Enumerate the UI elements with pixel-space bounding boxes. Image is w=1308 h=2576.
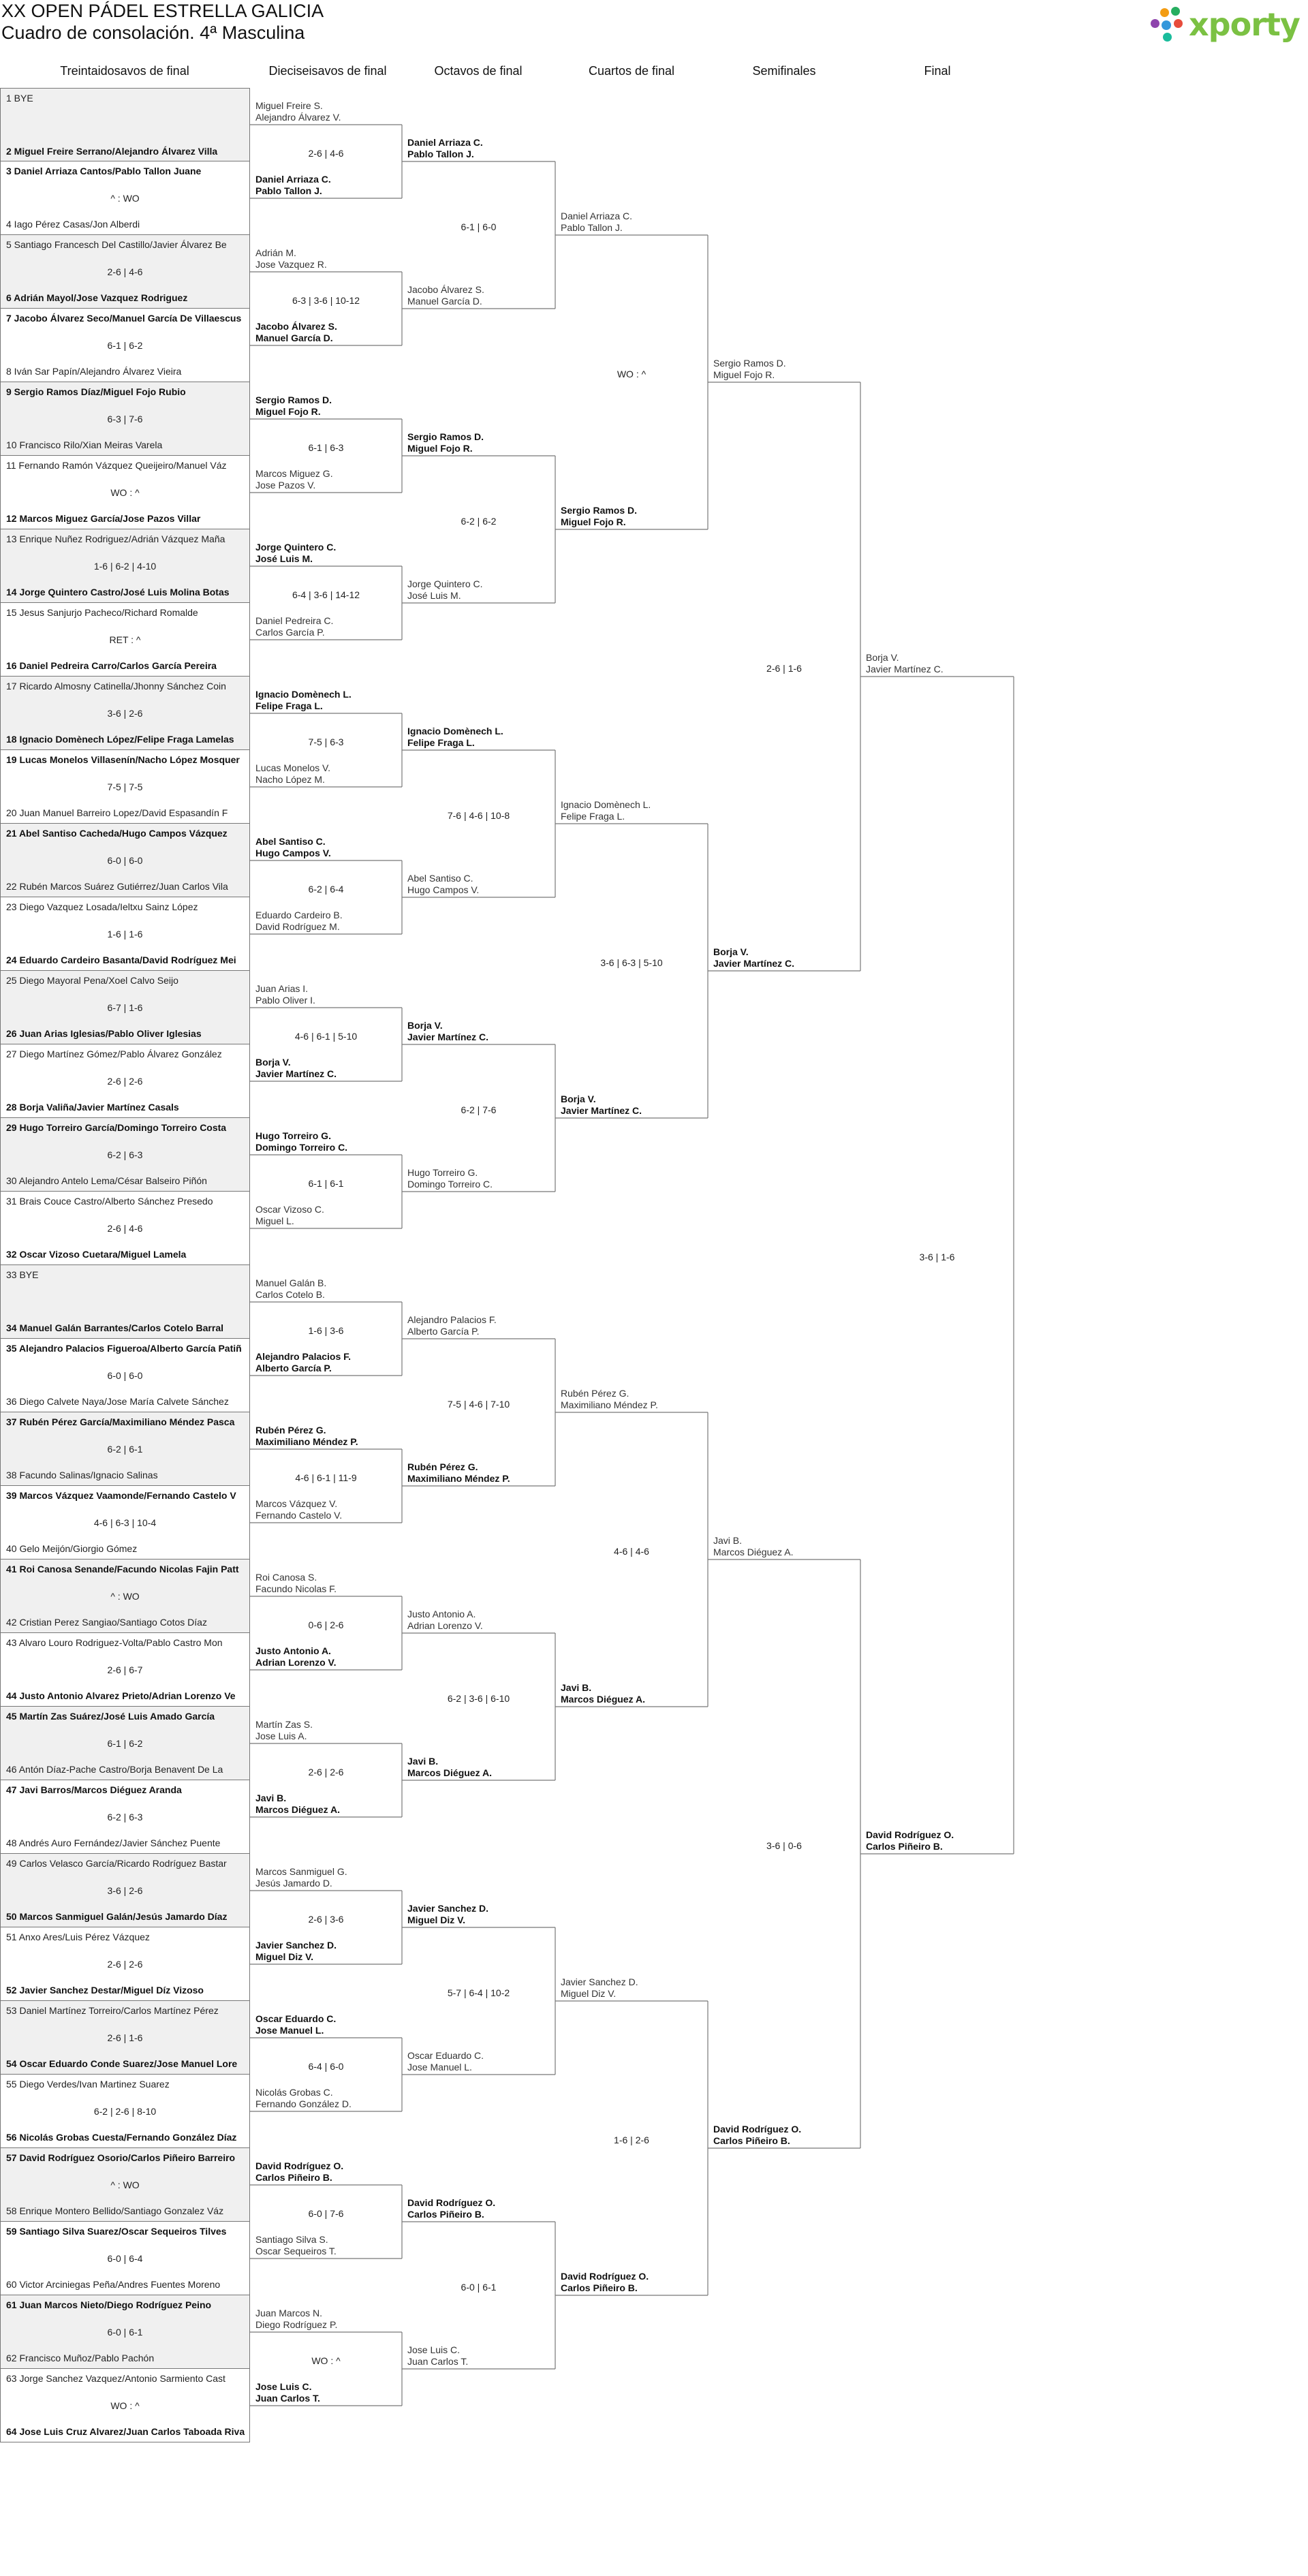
team-bottom: Javi B. Marcos Diéguez A.	[561, 1682, 645, 1705]
team-bottom: 14 Jorge Quintero Castro/José Luis Molina Botas	[6, 587, 230, 598]
match-score: 6-0 | 6-4	[107, 2253, 143, 2264]
team-bottom: 20 Juan Manuel Barreiro Lopez/David Espasandín F	[6, 807, 228, 818]
match-score: 1-6 | 1-6	[107, 929, 143, 940]
team-bottom: David Rodríguez O. Carlos Piñeiro B.	[713, 2124, 802, 2146]
match-score: 4-6 | 6-1 | 5-10	[294, 1031, 358, 1042]
match-score: WO : ^	[311, 2355, 341, 2366]
team-top: Sergio Ramos D. Miguel Fojo R.	[407, 431, 484, 454]
match-score: 6-0 | 7-6	[308, 2208, 344, 2219]
team-top: 47 Javi Barros/Marcos Diéguez Aranda	[6, 1784, 182, 1795]
team-top: Sergio Ramos D. Miguel Fojo R.	[255, 394, 332, 417]
team-top: Marcos Sanmiguel G. Jesús Jamardo D.	[255, 1866, 347, 1889]
team-top: 57 David Rodríguez Osorio/Carlos Piñeiro Barreiro	[6, 2152, 236, 2163]
team-bottom: Daniel Arriaza C. Pablo Tallon J.	[255, 174, 331, 196]
team-bottom: Jose Luis C. Juan Carlos T.	[407, 2344, 469, 2367]
team-top: Hugo Torreiro G. Domingo Torreiro C.	[255, 1130, 348, 1153]
team-bottom: David Rodríguez O. Carlos Piñeiro B.	[561, 2271, 649, 2293]
team-top: 37 Rubén Pérez García/Maximiliano Méndez Pasca	[6, 1416, 235, 1427]
team-top: 15 Jesus Sanjurjo Pacheco/Richard Romalde	[6, 607, 198, 618]
match-score: 2-6 | 3-6	[308, 1914, 344, 1925]
match-score: 2-6 | 1-6	[107, 2032, 143, 2043]
team-bottom: 62 Francisco Muñoz/Pablo Pachón	[6, 2353, 155, 2363]
team-bottom: Alejandro Palacios F. Alberto García P.	[255, 1351, 352, 1374]
team-top: 19 Lucas Monelos Villasenín/Nacho López Mosquer	[6, 754, 240, 765]
team-top: Jorge Quintero C. José Luis M.	[255, 542, 337, 564]
match-score: 4-6 | 6-1 | 11-9	[295, 1472, 357, 1483]
team-top: Javier Sanchez D. Miguel Diz V.	[561, 1976, 638, 1999]
team-bottom: 48 Andrés Auro Fernández/Javier Sánchez Puente	[6, 1837, 221, 1848]
team-bottom: 32 Oscar Vizoso Cuetara/Miguel Lamela	[6, 1249, 187, 1260]
team-top: 3 Daniel Arriaza Cantos/Pablo Tallon Juane	[6, 166, 202, 176]
team-top: 61 Juan Marcos Nieto/Diego Rodríguez Peino	[6, 2299, 212, 2310]
team-bottom: 26 Juan Arias Iglesias/Pablo Oliver Iglesias	[6, 1028, 202, 1039]
match-score: WO : ^	[617, 369, 647, 379]
match-score: 6-0 | 6-1	[461, 2282, 497, 2293]
match-score: 6-2 | 6-1	[107, 1444, 143, 1455]
team-top: David Rodríguez O. Carlos Piñeiro B.	[255, 2160, 344, 2183]
team-bottom: Borja V. Javier Martínez C.	[255, 1057, 337, 1079]
team-bottom: Javi B. Marcos Diéguez A.	[255, 1793, 340, 1815]
team-top: Oscar Eduardo C. Jose Manuel L.	[255, 2013, 337, 2036]
match-score: 6-2 | 6-2	[461, 516, 497, 527]
team-top: 27 Diego Martínez Gómez/Pablo Álvarez González	[6, 1049, 222, 1059]
match-score: 0-6 | 2-6	[308, 1619, 344, 1630]
match-score: 6-2 | 7-6	[461, 1104, 497, 1115]
team-bottom: Jacobo Álvarez S. Manuel García D.	[407, 284, 484, 307]
team-bottom: 12 Marcos Miguez García/Jose Pazos Villar	[6, 513, 201, 524]
match-score: 7-5 | 7-5	[107, 781, 143, 792]
team-bottom: Rubén Pérez G. Maximiliano Méndez P.	[407, 1461, 510, 1484]
team-bottom: 46 Antón Díaz-Pache Castro/Borja Benavent De La	[6, 1764, 223, 1775]
match-score: 6-2 | 6-3	[107, 1812, 143, 1822]
match-score: 6-4 | 6-0	[308, 2061, 344, 2072]
match-score: 2-6 | 2-6	[107, 1959, 143, 1970]
team-bottom: 24 Eduardo Cardeiro Basanta/David Rodríguez Mei	[6, 955, 236, 965]
match-score: 6-3 | 3-6 | 10-12	[292, 295, 360, 306]
team-bottom: Santiago Silva S. Oscar Sequeiros T.	[255, 2234, 337, 2256]
team-bottom: 8 Iván Sar Papín/Alejandro Álvarez Vieira	[6, 366, 182, 377]
match-score: 6-1 | 6-3	[308, 442, 344, 453]
match-score: 6-1 | 6-0	[461, 221, 497, 232]
team-top: Manuel Galán B. Carlos Cotelo B.	[255, 1277, 327, 1300]
page-title: XX OPEN PÁDEL ESTRELLA GALICIA	[1, 1, 324, 21]
team-top: Ignacio Domènech L. Felipe Fraga L.	[561, 799, 651, 822]
team-bottom: 64 Jose Luis Cruz Alvarez/Juan Carlos Taboada Riva	[6, 2426, 245, 2437]
match-score: 1-6 | 2-6	[614, 2135, 649, 2145]
round-header-qf: Cuartos de final	[588, 64, 675, 78]
team-bottom: 6 Adrián Mayol/Jose Vazquez Rodriguez	[6, 292, 188, 303]
match-score: ^ : WO	[110, 2179, 140, 2190]
team-top: Miguel Freire S. Alejandro Álvarez V.	[255, 100, 341, 123]
match-score: 6-2 | 2-6 | 8-10	[93, 2106, 157, 2117]
match-score: WO : ^	[110, 2400, 140, 2411]
match-score: 2-6 | 6-7	[107, 1664, 143, 1675]
match-score: 6-0 | 6-0	[107, 1370, 143, 1381]
team-top: Ignacio Domènech L. Felipe Fraga L.	[407, 726, 503, 748]
team-bottom: 52 Javier Sanchez Destar/Miguel Díz Vizoso	[6, 1985, 204, 1996]
team-top: 43 Alvaro Louro Rodriguez-Volta/Pablo Castro Mon	[6, 1637, 223, 1648]
team-bottom: Hugo Torreiro G. Domingo Torreiro C.	[407, 1167, 493, 1190]
round-header-r32: Treintaidosavos de final	[60, 64, 189, 78]
match-score: 5-7 | 6-4 | 10-2	[447, 1987, 510, 1998]
team-bottom: Javier Sanchez D. Miguel Diz V.	[255, 1940, 337, 1962]
team-bottom: David Rodríguez O. Carlos Piñeiro B.	[866, 1829, 954, 1852]
team-top: 13 Enrique Nuñez Rodriguez/Adrián Vázquez Maña	[6, 533, 225, 544]
team-bottom: 38 Facundo Salinas/Ignacio Salinas	[6, 1470, 158, 1480]
team-top: 49 Carlos Velasco García/Ricardo Rodríguez Bastar	[6, 1858, 227, 1869]
team-top: 1 BYE	[6, 93, 33, 104]
team-bottom: Jose Luis C. Juan Carlos T.	[255, 2381, 320, 2404]
match-score: 4-6 | 4-6	[614, 1546, 649, 1557]
team-bottom: 36 Diego Calvete Naya/Jose María Calvete Sánchez	[6, 1396, 229, 1407]
match-score: 3-6 | 1-6	[919, 1252, 955, 1262]
match-score: 2-6 | 4-6	[107, 1223, 143, 1234]
match-score: ^ : WO	[110, 193, 140, 204]
team-bottom: 42 Cristian Perez Sangiao/Santiago Cotos Díaz	[6, 1617, 207, 1628]
team-top: 39 Marcos Vázquez Vaamonde/Fernando Castelo V	[6, 1490, 236, 1501]
team-bottom: 4 Iago Pérez Casas/Jon Alberdi	[6, 219, 140, 230]
team-top: Daniel Arriaza C. Pablo Tallon J.	[561, 211, 633, 233]
team-bottom: 34 Manuel Galán Barrantes/Carlos Cotelo Barral	[6, 1322, 223, 1333]
match-score: 6-2 | 3-6 | 6-10	[447, 1693, 510, 1704]
team-top: Martín Zas S. Jose Luis A.	[255, 1719, 313, 1741]
match-score: 6-4 | 3-6 | 14-12	[292, 589, 360, 600]
team-bottom: Marcos Miguez G. Jose Pazos V.	[255, 468, 333, 491]
match-score: 6-3 | 7-6	[107, 414, 143, 424]
team-top: Roi Canosa S. Facundo Nicolas F.	[255, 1572, 337, 1594]
match-score: 6-1 | 6-2	[107, 1738, 143, 1749]
team-bottom: 2 Miguel Freire Serrano/Alejandro Álvarez Villa	[6, 146, 218, 157]
team-top: Sergio Ramos D. Miguel Fojo R.	[713, 358, 786, 380]
match-score: 2-6 | 4-6	[107, 266, 143, 277]
match-score: 6-2 | 6-3	[107, 1149, 143, 1160]
team-top: Adrián M. Jose Vazquez R.	[255, 247, 327, 270]
team-bottom: 54 Oscar Eduardo Conde Suarez/Jose Manuel Lore	[6, 2058, 238, 2069]
team-top: Javi B. Marcos Diéguez A.	[713, 1535, 794, 1557]
team-bottom: Abel Santiso C. Hugo Campos V.	[407, 873, 480, 895]
team-bottom: Nicolás Grobas C. Fernando González D.	[255, 2087, 352, 2109]
team-bottom: Lucas Monelos V. Nacho López M.	[255, 762, 330, 785]
team-top: 23 Diego Vazquez Losada/Ieltxu Sainz López	[6, 901, 198, 912]
team-top: 7 Jacobo Álvarez Seco/Manuel García De Villaescus	[6, 313, 242, 324]
team-top: Borja V. Javier Martínez C.	[407, 1020, 489, 1042]
team-top: 45 Martín Zas Suárez/José Luis Amado García	[6, 1711, 215, 1722]
team-top: 59 Santiago Silva Suarez/Oscar Sequeiros Tilves	[6, 2226, 227, 2237]
team-bottom: Borja V. Javier Martínez C.	[561, 1093, 642, 1116]
team-top: Borja V. Javier Martínez C.	[866, 652, 944, 674]
logo-text: xporty	[1189, 6, 1300, 43]
team-bottom: 28 Borja Valiña/Javier Martínez Casals	[6, 1102, 179, 1113]
match-score: 7-6 | 4-6 | 10-8	[447, 810, 510, 821]
team-bottom: 10 Francisco Rilo/Xian Meiras Varela	[6, 439, 163, 450]
team-bottom: Eduardo Cardeiro B. David Rodríguez M.	[255, 910, 343, 932]
round-header-final: Final	[924, 64, 951, 78]
team-bottom: Jorge Quintero C. José Luis M.	[407, 578, 483, 601]
team-bottom: 40 Gelo Meijón/Giorgio Gómez	[6, 1543, 138, 1554]
team-top: Abel Santiso C. Hugo Campos V.	[255, 836, 331, 858]
match-score: 6-0 | 6-0	[107, 855, 143, 866]
team-top: Alejandro Palacios F. Alberto García P.	[407, 1314, 497, 1337]
match-score: 7-5 | 4-6 | 7-10	[447, 1399, 510, 1410]
team-bottom: 16 Daniel Pedreira Carro/Carlos García Pereira	[6, 660, 217, 671]
match-score: 6-7 | 1-6	[107, 1002, 143, 1013]
match-score: 6-1 | 6-1	[308, 1178, 344, 1189]
match-score: 2-6 | 1-6	[766, 663, 802, 674]
team-top: 5 Santiago Francesch Del Castillo/Javier Álvarez Be	[6, 239, 227, 250]
match-score: ^ : WO	[110, 1591, 140, 1602]
team-bottom: 22 Rubén Marcos Suárez Gutiérrez/Juan Carlos Vila	[6, 881, 228, 892]
team-top: 63 Jorge Sanchez Vazquez/Antonio Sarmiento Cast	[6, 2373, 225, 2384]
match-score: 3-6 | 2-6	[107, 1885, 143, 1896]
team-top: Justo Antonio A. Adrian Lorenzo V.	[407, 1609, 483, 1631]
match-score: 2-6 | 2-6	[308, 1767, 344, 1778]
match-score: 1-6 | 3-6	[308, 1325, 344, 1336]
match-score: 6-1 | 6-2	[107, 340, 143, 351]
team-bottom: Jacobo Álvarez S. Manuel García D.	[255, 321, 337, 343]
team-top: 11 Fernando Ramón Vázquez Queijeiro/Manuel Váz	[6, 460, 227, 471]
team-top: 55 Diego Verdes/Ivan Martinez Suarez	[6, 2079, 170, 2090]
team-top: Rubén Pérez G. Maximiliano Méndez P.	[255, 1425, 358, 1447]
match-score: 1-6 | 6-2 | 4-10	[93, 561, 157, 572]
team-bottom: 60 Victor Arciniegas Peña/Andres Fuentes Moreno	[6, 2279, 221, 2290]
match-score: 7-5 | 6-3	[308, 736, 344, 747]
page-subtitle: Cuadro de consolación. 4ª Masculina	[1, 22, 305, 43]
team-bottom: Borja V. Javier Martínez C.	[713, 946, 795, 969]
team-bottom: 50 Marcos Sanmiguel Galán/Jesús Jamardo Díaz	[6, 1911, 228, 1922]
team-bottom: Daniel Pedreira C. Carlos García P.	[255, 615, 334, 638]
match-score: 6-0 | 6-1	[107, 2327, 143, 2338]
match-score: 3-6 | 6-3 | 5-10	[600, 957, 663, 968]
team-bottom: 58 Enrique Montero Bellido/Santiago Gonzalez Váz	[6, 2205, 224, 2216]
team-top: 29 Hugo Torreiro García/Domingo Torreiro Costa	[6, 1122, 227, 1133]
team-bottom: Oscar Eduardo C. Jose Manuel L.	[407, 2050, 484, 2073]
team-top: Ignacio Domènech L. Felipe Fraga L.	[255, 689, 352, 711]
team-bottom: 44 Justo Antonio Alvarez Prieto/Adrian Lorenzo Ve	[6, 1690, 236, 1701]
team-top: 51 Anxo Ares/Luis Pérez Vázquez	[6, 1931, 150, 1942]
match-score: RET : ^	[109, 634, 141, 645]
team-top: 53 Daniel Martínez Torreiro/Carlos Martínez Pérez	[6, 2005, 219, 2016]
match-score: WO : ^	[110, 487, 140, 498]
team-top: Javier Sanchez D. Miguel Diz V.	[407, 1903, 489, 1925]
team-bottom: 30 Alejandro Antelo Lema/César Balseiro Piñón	[6, 1175, 207, 1186]
match-score: 4-6 | 6-3 | 10-4	[93, 1517, 157, 1528]
team-bottom: Sergio Ramos D. Miguel Fojo R.	[561, 505, 638, 527]
team-top: Juan Arias I. Pablo Oliver I.	[255, 983, 315, 1006]
match-score: 3-6 | 0-6	[766, 1840, 802, 1851]
round-header-r16: Dieciseisavos de final	[268, 64, 387, 78]
team-top: 21 Abel Santiso Cacheda/Hugo Campos Vázquez	[6, 828, 228, 839]
team-top: 9 Sergio Ramos Díaz/Miguel Fojo Rubio	[6, 386, 186, 397]
team-top: 33 BYE	[6, 1269, 39, 1280]
team-bottom: Javi B. Marcos Diéguez A.	[407, 1756, 492, 1778]
team-top: Rubén Pérez G. Maximiliano Méndez P.	[561, 1388, 658, 1410]
team-top: 31 Brais Couce Castro/Alberto Sánchez Presedo	[6, 1196, 213, 1207]
team-bottom: Marcos Vázquez V. Fernando Castelo V.	[255, 1498, 343, 1521]
team-bottom: 18 Ignacio Domènech López/Felipe Fraga Lamelas	[6, 734, 234, 745]
team-bottom: Oscar Vizoso C. Miguel L.	[255, 1204, 324, 1226]
match-score: 6-2 | 6-4	[308, 884, 344, 895]
team-top: 41 Roi Canosa Senande/Facundo Nicolas Fajin Patt	[6, 1564, 239, 1574]
team-top: 17 Ricardo Almosny Catinella/Jhonny Sánchez Coin	[6, 681, 226, 692]
match-score: 3-6 | 2-6	[107, 708, 143, 719]
team-top: 35 Alejandro Palacios Figueroa/Alberto García Patiñ	[6, 1343, 242, 1354]
match-score: 2-6 | 4-6	[308, 148, 344, 159]
team-top: David Rodríguez O. Carlos Piñeiro B.	[407, 2197, 496, 2220]
team-top: Juan Marcos N. Diego Rodríguez P.	[255, 2308, 338, 2330]
round-header-r8: Octavos de final	[434, 64, 523, 78]
team-bottom: Justo Antonio A. Adrian Lorenzo V.	[255, 1645, 337, 1668]
team-top: 25 Diego Mayoral Pena/Xoel Calvo Seijo	[6, 975, 178, 986]
team-top: Daniel Arriaza C. Pablo Tallon J.	[407, 137, 483, 159]
round-header-sf: Semifinales	[752, 64, 816, 78]
team-bottom: 56 Nicolás Grobas Cuesta/Fernando González Díaz	[6, 2132, 237, 2143]
match-score: 2-6 | 2-6	[107, 1076, 143, 1087]
